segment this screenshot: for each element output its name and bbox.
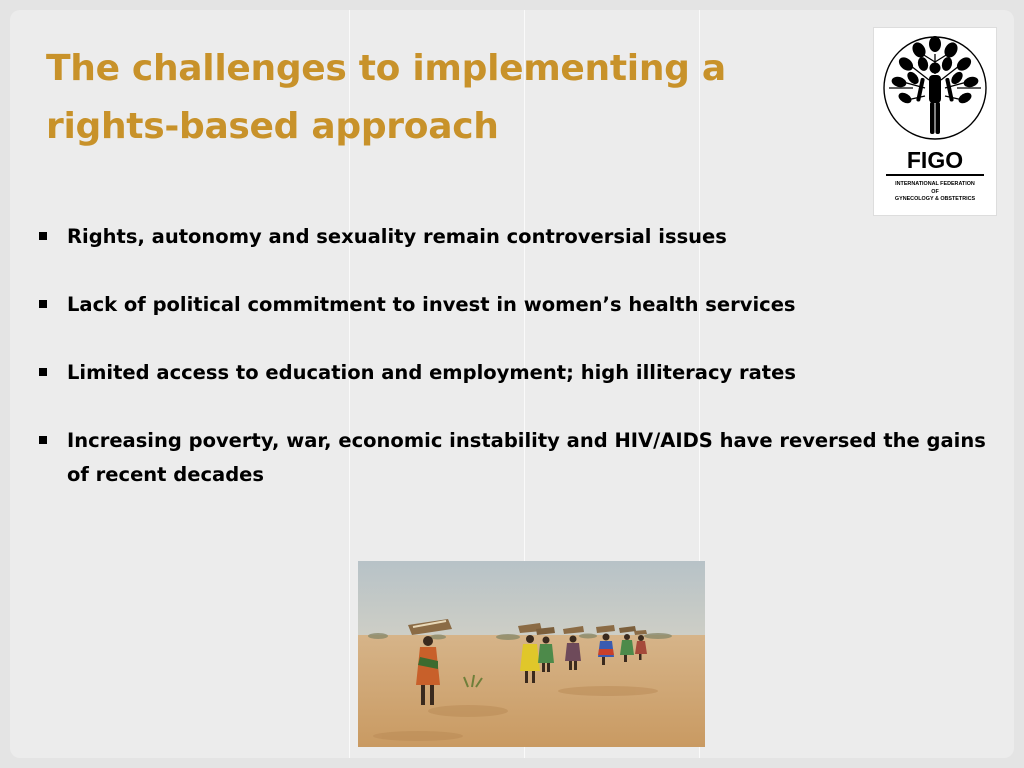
bullet-item — [39, 288, 989, 322]
logo-subtitle-line: GYNECOLOGY & OBSTETRICS — [894, 196, 976, 202]
bullet-text: Rights, autonomy and sexuality remain controversial issues — [67, 225, 727, 248]
bullet-item — [39, 220, 989, 254]
bullet-item — [39, 424, 989, 492]
logo-subtitle — [874, 181, 996, 204]
square-bullet-icon — [39, 436, 47, 444]
square-bullet-icon — [39, 232, 47, 240]
bullet-text: Increasing poverty, war, economic instability and HIV/AIDS have reversed the gains of recent decades — [67, 429, 986, 486]
women-carrying-firewood-photo — [358, 561, 705, 747]
logo-subtitle-line: OF — [931, 188, 939, 195]
bullet-text: Limited access to education and employment; high illiteracy rates — [67, 361, 796, 384]
logo-subtitle-line: INTERNATIONAL FEDERATION — [895, 181, 975, 187]
tree-of-life-figure-icon — [879, 32, 991, 144]
slide-title: The challenges to implementing a rights-based approach — [46, 48, 726, 147]
bullet-text: Lack of political commitment to invest in women’s health services — [67, 293, 796, 316]
bullet-list — [39, 220, 989, 526]
slide — [10, 10, 1014, 758]
bullet-item — [39, 356, 989, 390]
logo-underline — [886, 174, 984, 176]
square-bullet-icon — [39, 368, 47, 376]
figo-logo — [873, 27, 997, 216]
square-bullet-icon — [39, 300, 47, 308]
logo-wordmark: FIGO — [906, 147, 964, 173]
